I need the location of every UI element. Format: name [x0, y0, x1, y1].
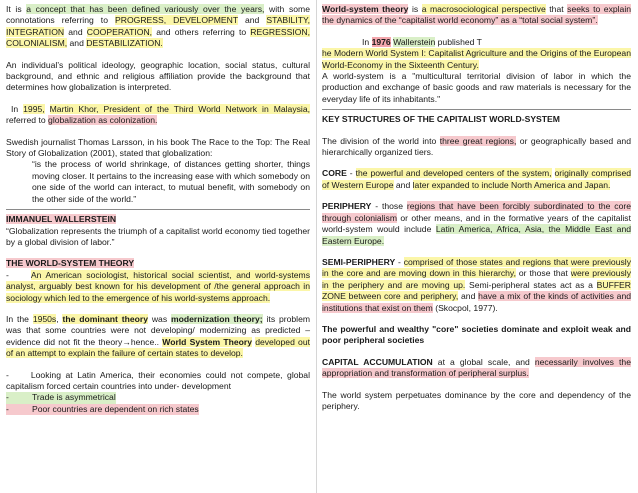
list-item: - Trade is asymmetrical — [6, 392, 116, 403]
paragraph-core: CORE - the powerful and developed centers of the system, originally comprised of Western Europe and later expanded to include North America and Japan. — [322, 168, 632, 190]
paragraph-capital-accumulation: CAPITAL ACCUMULATION at a global scale, and necessarily involves the appropriation and transformation of peripheral surplus. — [322, 356, 631, 379]
paragraph-book-title: he Modern World System I: Capitalist Agriculture and the Origins of the European World-Economy in the Sixteenth Century. — [322, 48, 631, 70]
paragraph-core-dominance: The powerful and wealthy "core" societies dominate and exploit weak and poor peripheral societies — [322, 323, 631, 346]
larsson-quote: “is the process of world shrinkage, of distances getting shorter, things moving closer. It pertains to the increasing ease with which somebody on one side of the world can interact, to mutual benefit, with somebody on the other side of the world.” — [32, 159, 310, 204]
paragraph-modernization: In the 1950s, the dominant theory was modernization theory; its problem was that some countries were not developing/ modernizing as predicted –evidence did not fit the theory→hence.. World System Theory developed out of an attempt to explain the failure of certain states to develop. — [6, 313, 311, 359]
paragraph-semi-periphery: SEMI-PERIPHERY - comprised of those states and regions that were previously in the core and are moving down in this hierarchy, or those that were previously in the periphery and are moving up. Semi-peripheral states act as a BUFFER ZONE between core and periphery, and have a mix of the kinds of activities and institutions that exist on them (Skocpol, 1977). — [322, 256, 632, 313]
paragraph-three-regions: The division of the world into three great regions, or geographically based and hierarchically organized tiers. — [322, 135, 631, 158]
paragraph-latin-america: - Looking at Latin America, their economies could not compete, global capitalism forced certain countries into under- development — [6, 369, 310, 391]
paragraph-american-sociologist: - An American sociologist, historical social scientist, and world-systems analyst, arguably best known for his development of /the general approach in sociology which led to the emergence of his world-systems approach. — [6, 269, 310, 303]
heading-key-structures: KEY STRUCTURES OF THE CAPITALIST WORLD-SYSTEM — [322, 114, 560, 125]
section-rule — [322, 109, 631, 110]
paragraph-interpretation: An individual’s political ideology, geographic location, social status, cultural background, and ethnic and religious affiliation provide the background that determines how globalization is interpreted. — [6, 59, 310, 93]
paragraph-dominance-dependency: The world system perpetuates dominance by the core and dependency of the periphery. — [322, 389, 631, 411]
paragraph-larsson: Swedish journalist Thomas Larsson, in his book The Race to the Top: The Real Story of Globalization (2001), stated that globalization: — [6, 136, 310, 159]
right-column — [322, 4, 631, 412]
heading-world-system-theory: THE WORLD-SYSTEM THEORY — [6, 258, 135, 269]
paragraph-wallerstein-quote: “Globalization represents the triumph of a capitalist world economy tied together by a global division of labor.” — [6, 225, 310, 247]
paragraph-periphery: PERIPHERY - those regions that have been forcibly subordinated to the core through colonialism or other means, and in the formative years of the capitalist world-system would include Latin America, Africa, Asia, the Middle East and Eastern Europe. — [322, 201, 631, 246]
paragraph-1976-publication: In 1976 Wallerstein published T — [362, 36, 482, 47]
section-rule — [6, 209, 310, 210]
paragraph-world-system-definition: A world-system is a "multicultural territorial division of labor in which the production and exchange of basic goods and raw materials is necessary for the everyday life of its inhabitants." — [322, 71, 631, 104]
paragraph-world-system-theory: World-system theory is a macrosociological perspective that seeks to explain the dynamics of the “capitalist world economy” as a “total social system”. — [322, 4, 632, 26]
paragraph-martin-khor: In 1995, Martin Khor, President of the Third World Network in Malaysia, referred to globalization as colonization. — [6, 103, 311, 126]
column-divider — [316, 0, 317, 493]
left-column — [6, 4, 310, 415]
heading-immanuel-wallerstein: IMMANUEL WALLERSTEIN — [6, 214, 117, 225]
list-item: - Poor countries are dependent on rich states — [6, 403, 199, 414]
paragraph-globalization-definitions: It is a concept that has been defined variously over the years, with some connotations referring to PROGRESS, DEVELOPMENT and STABILITY, INTEGRATION and COOPERATION, and others referring to REGRESSION, COLONIALISM, and DESTABILIZATION. — [6, 4, 310, 49]
